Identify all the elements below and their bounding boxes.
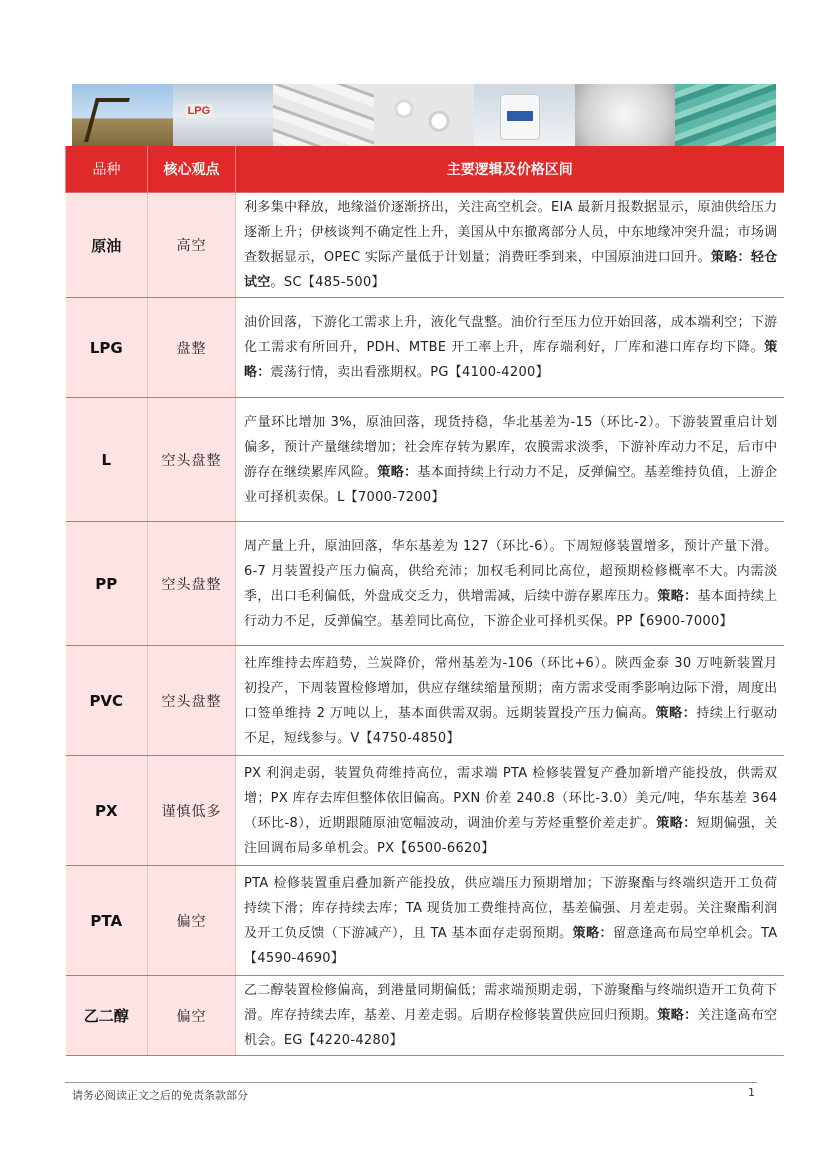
table-row xyxy=(66,522,784,646)
core-view: 偏空 xyxy=(148,866,236,976)
product-name: 乙二醇 xyxy=(66,976,148,1056)
table-row xyxy=(66,193,784,298)
logic-text: 乙二醇装置检修偏高，到港量同期偏低；需求端预期走弱，下游聚酯与终端织造开工负荷下滑。库存持续去库，基差、月差走弱。后期存检修装置供应回归预期。 xyxy=(244,983,778,1023)
core-view: 盘整 xyxy=(148,298,236,398)
logic-text: PX 利润走弱，装置负荷维持高位，需求端 PTA 检修装置复产叠加新增产能投放，供需双增；PX 库存去库但整体依旧偏高。PXN 价差 240.8（环比-3.0）美元/吨，华东基差 364（环比-8），近期跟随原油宽幅波动，调油价差与芳烃重整价差走扩。 xyxy=(244,765,778,831)
logic-cell xyxy=(236,522,784,646)
strategy-label: 策略： xyxy=(377,464,418,480)
logic-text: 周产量上升，原油回落，华东基差为 127（环比-6）。下周短修装置增多，预计产量下滑。6-7 月装置投产压力偏高，供给充沛；加权毛利同比高位，超预期检修概率不大。内需淡季，出口毛利偏低，外盘成交乏力，供增需减，后续中游存累库压力。 xyxy=(244,538,778,604)
core-view: 高空 xyxy=(148,193,236,298)
commodity-view-table xyxy=(65,146,784,1056)
core-view: 空头盘整 xyxy=(148,646,236,756)
product-name: PVC xyxy=(66,646,148,756)
price-range: 。SC【485-500】 xyxy=(270,275,385,290)
logic-text: 利多集中释放，地缘溢价逐渐挤出，关注高空机会。EIA 最新月报数据显示，原油供给压力逐渐上升；伊核谈判不确定性上升，美国从中东撤离部分人员，中东地缘冲突升温；市场调查数据显示，OPEC 实际产量低于计划量；消费旺季到来，中国原油进口回升。 xyxy=(244,200,778,265)
strategy-text: 基本面持续上行动力不足，反弹偏空。基差维持负值，上游企业可择机卖保。L【7000-7200】 xyxy=(244,464,778,505)
footer-divider xyxy=(65,1082,757,1083)
logic-text: 油价回落，下游化工需求上升，液化气盘整。油价行至压力位开始回落，成本端利空；下游化工需求有所回升，PDH、MTBE 开工率上升，库存端利好，厂库和港口库存均下降。 xyxy=(244,315,778,355)
core-view: 空头盘整 xyxy=(148,398,236,522)
product-name: LPG xyxy=(66,298,148,398)
strategy-text: 轻仓试空 xyxy=(244,250,778,290)
table-row xyxy=(66,398,784,522)
strategy-text: 基本面持续上行动力不足，反弹偏空。基差同比高位，下游企业可择机买保。PP【6900-7000】 xyxy=(244,588,778,629)
strategy-label: 策略： xyxy=(657,1008,698,1023)
logic-cell xyxy=(236,976,784,1056)
table-row xyxy=(66,646,784,756)
header-banner xyxy=(72,84,776,146)
strategy-text: 持续上行驱动不足，短线参与。V【4750-4850】 xyxy=(244,705,778,746)
logic-cell xyxy=(236,866,784,976)
strategy-text: 震荡行情，卖出看涨期权。PG【4100-4200】 xyxy=(270,365,549,380)
table-header-row xyxy=(66,146,784,193)
lpg-tank-image: LPG xyxy=(173,84,274,146)
strategy-text: 短期偏强，关注回调布局多单机会。PX【6500-6620】 xyxy=(244,815,778,856)
logic-cell xyxy=(236,193,784,298)
header-logic: 主要逻辑及价格区间 xyxy=(236,146,784,193)
oil-pump-image xyxy=(72,84,173,146)
logic-cell xyxy=(236,298,784,398)
logic-cell xyxy=(236,646,784,756)
table-row xyxy=(66,976,784,1056)
page-number: 1 xyxy=(748,1086,755,1099)
strategy-label: 策略： xyxy=(656,815,697,831)
logic-text: PTA 检修装置重启叠加新产能投放，供应端压力预期增加；下游聚酯与终端织造开工负荷持续下滑；库存持续去库；TA 现货加工费维持高位，基差偏强、月差走弱。关注聚酯利润及开工负反馈（下游减产），且 TA 基本面存走弱预期。 xyxy=(244,875,778,941)
product-name: PP xyxy=(66,522,148,646)
strategy-label: 策略： xyxy=(244,340,778,380)
pvc-pipes-image xyxy=(273,84,374,146)
core-view: 空头盘整 xyxy=(148,522,236,646)
plastic-pellets-image xyxy=(374,84,475,146)
product-name: PTA xyxy=(66,866,148,976)
table-row xyxy=(66,866,784,976)
core-view: 谨慎低多 xyxy=(148,756,236,866)
strategy-label: 策略： xyxy=(657,588,698,604)
pta-powder-image xyxy=(575,84,676,146)
strategy-label: 策略： xyxy=(655,705,697,721)
strategy-text: 关注逢高布空机会。EG【4220-4280】 xyxy=(244,1008,778,1048)
strategy-label: 策略： xyxy=(710,250,751,265)
strategy-text: 留意逢高布局空单机会。TA【4590-4690】 xyxy=(244,925,778,966)
strategy-label: 策略： xyxy=(572,925,614,941)
product-name: L xyxy=(66,398,148,522)
logic-text: 社库维持去库趋势，兰炭降价，常州基差为-106（环比+6）。陕西金泰 30 万吨新装置月初投产，下周装置检修增加，供应存继续缩量预期；南方需求受雨季影响边际下滑，周度出口签单维持 2 万吨以上，基本面供需双弱。远期装置投产压力偏高。 xyxy=(244,655,778,721)
logic-text: 产量环比增加 3%，原油回落，现货持稳，华北基差为-15（环比-2）。下游装置重启计划偏多，预计产量继续增加；社会库存转为累库，农膜需求淡季，下游补库动力不足，后市中游存在继续累库风险。 xyxy=(244,414,778,480)
table-row xyxy=(66,298,784,398)
footer-disclaimer: 请务必阅读正文之后的免责条款部分 xyxy=(72,1089,248,1102)
glass-sheets-image xyxy=(675,84,776,146)
header-product: 品种 xyxy=(66,146,148,193)
header-view: 核心观点 xyxy=(148,146,236,193)
logic-cell xyxy=(236,398,784,522)
table-row xyxy=(66,756,784,866)
product-name: 原油 xyxy=(66,193,148,298)
product-name: PX xyxy=(66,756,148,866)
core-view: 偏空 xyxy=(148,976,236,1056)
ethylene-glycol-bottle-image xyxy=(474,84,575,146)
logic-cell xyxy=(236,756,784,866)
